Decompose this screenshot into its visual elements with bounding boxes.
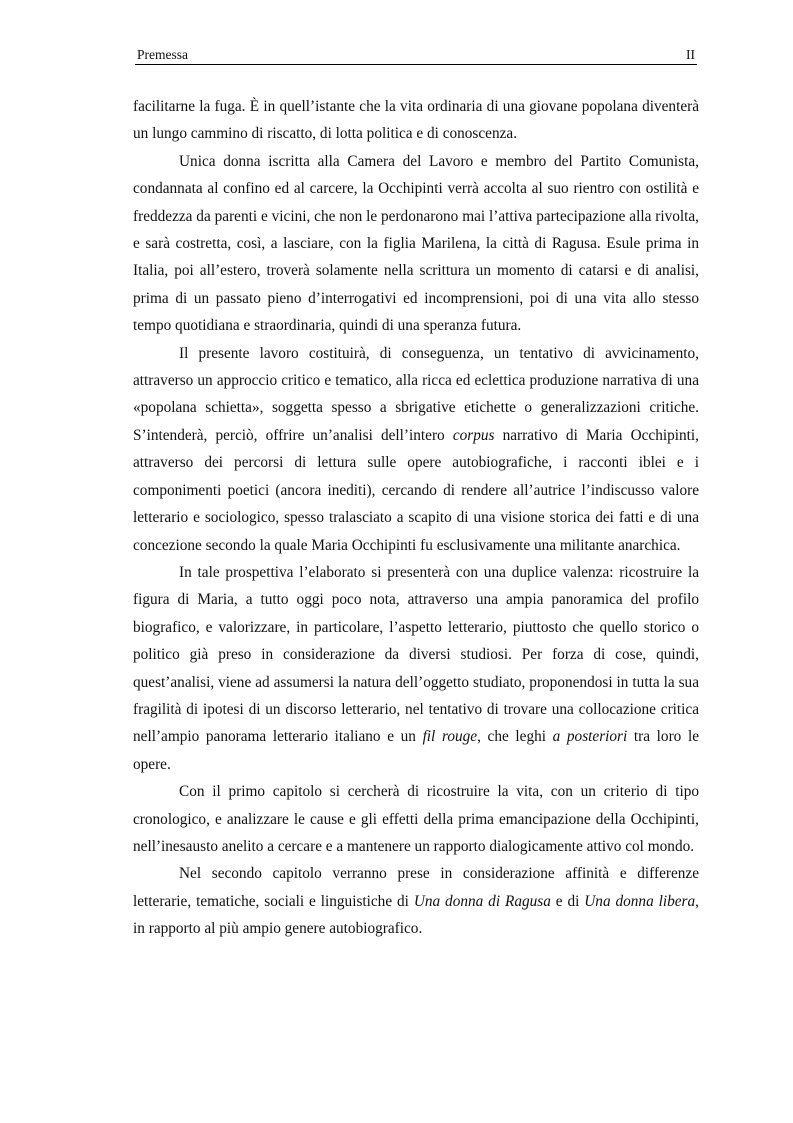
paragraph-4 — [133, 559, 699, 778]
paragraph-3-text-b: narrativo di Maria Occhipinti, attraverso dei percorsi di lettura sulle opere autobiografiche, i racconti iblei e i componimenti poetici (ancora inediti), cercando di rendere all’autrice l’indiscusso valore letterario e sociologico, spesso tralasciato a scapito di una visione storica dei fatti e di una concezione secondo la quale Maria Occhipinti fu esclusivamente una militante anarchica. — [133, 426, 699, 554]
paragraph-3 — [133, 340, 699, 559]
italic-term-a-posteriori: a posteriori — [552, 728, 628, 746]
italic-term-corpus: corpus — [452, 426, 495, 444]
paragraph-6-text-b: e di — [550, 892, 585, 910]
italic-term-fil-rouge: fil rouge — [422, 728, 478, 746]
paragraph-4-text-b: , che leghi — [477, 728, 553, 746]
paragraph-3-text-a: Il presente lavoro costituirà, di conseguenza, un tentativo di avvicinamento, attraverso un approccio critico e tematico, alla ricca ed eclettica produzione narrativa di una «popolana schietta», soggetta spesso a sbrigative etichette o generalizzazioni critiche. S’intenderà, perciò, offrire un’analisi dell’intero — [133, 344, 699, 444]
paragraph-5: Con il primo capitolo si cercherà di ricostruire la vita, con un criterio di tipo cronologico, e analizzare le cause e gli effetti della prima emancipazione della Occhipinti, nell’inesausto anelito a cercare e a mantenere un rapporto dialogicamente attivo col mondo. — [133, 783, 699, 855]
paragraph-2: Unica donna iscritta alla Camera del Lavoro e membro del Partito Comunista, condannata al confino ed al carcere, la Occhipinti verrà accolta al suo rientro con ostilità e freddezza da parenti e vicini, che non le perdonarono mai l’attiva partecipazione alla rivolta, e sarà costretta, così, a lasciare, con la figlia Marilena, la città di Ragusa. Esule prima in Italia, poi all’estero, troverà solamente nella scrittura un momento di catarsi e di analisi, prima di un passato pieno d’interrogativi ed incomprensioni, poi di una vita allo stesso tempo quotidiana e straordinaria, quindi di una speranza futura. — [133, 152, 699, 335]
body-text — [133, 93, 699, 943]
paragraph-4-text-a: In tale prospettiva l’elaborato si presenterà con una duplice valenza: ricostruire la figura di Maria, a tutto oggi poco nota, attraverso una ampia panoramica del profilo biografico, e valorizzare, in particolare, l’aspetto letterario, piuttosto che quello storico o politico già preso in considerazione da diversi studiosi. Per forza di cose, quindi, quest’analisi, viene ad assumersi la natura dell’oggetto studiato, proponendosi in tutta la sua fragilità di ipotesi di un discorso letterario, nel tentativo di trovare una collocazione critica nell’ampio panorama letterario italiano e un — [133, 563, 699, 746]
paragraph-1: facilitarne la fuga. È in quell’istante che la vita ordinaria di una giovane popolana diventerà un lungo cammino di riscatto, di lotta politica e di conoscenza. — [133, 98, 699, 143]
italic-title-una-donna-di-ragusa: Una donna di Ragusa — [413, 892, 551, 910]
header-section-title: Premessa — [137, 47, 188, 62]
running-header — [135, 46, 697, 65]
paragraph-6-text-c: , in rapporto al più ampio genere autobiografico. — [133, 892, 699, 938]
paragraph-6 — [133, 860, 699, 942]
italic-title-una-donna-libera: Una donna libera — [584, 892, 696, 910]
paragraph-4-text-c: tra loro le opere. — [133, 728, 699, 773]
paragraph-6-text-a: Nel secondo capitolo verranno prese in considerazione affinità e differenze letterarie, tematiche, sociali e linguistiche di — [133, 865, 699, 910]
page-number: II — [686, 47, 695, 62]
